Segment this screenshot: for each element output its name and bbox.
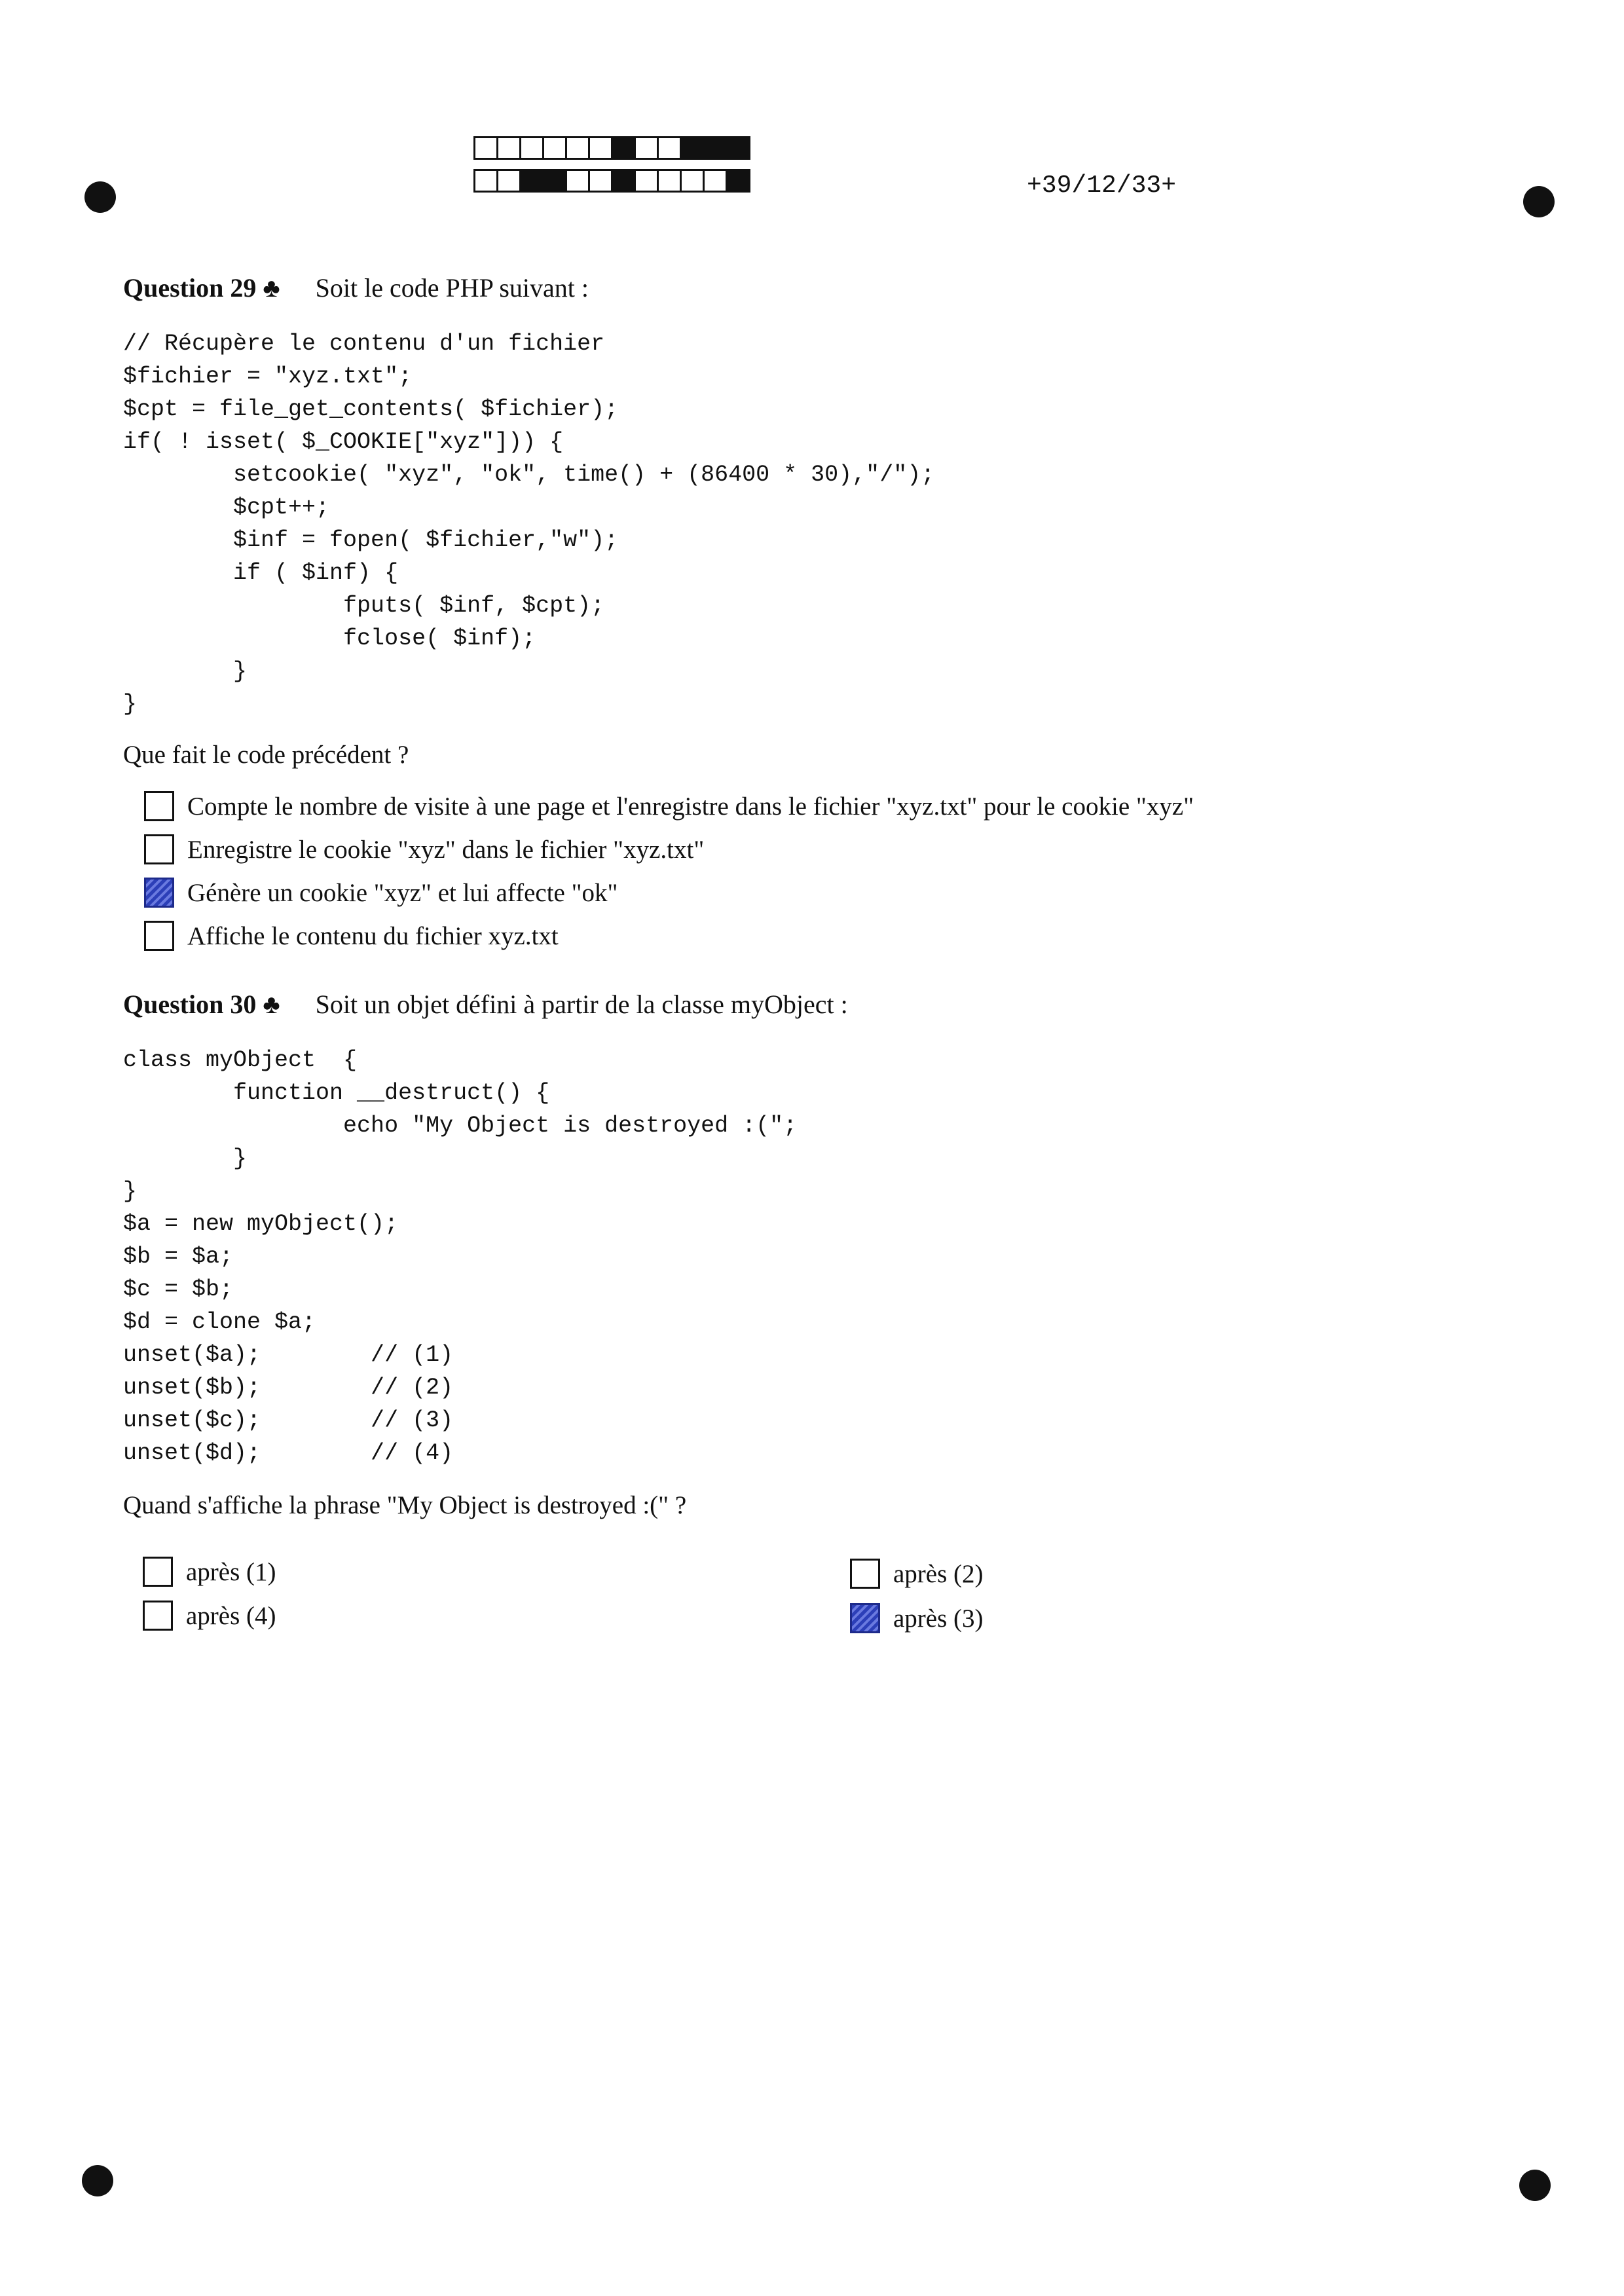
barcode-cell-empty [496, 169, 521, 193]
q30-option-1[interactable] [143, 1557, 276, 1587]
question-29-header [123, 272, 589, 303]
q29-option-1[interactable] [144, 791, 1194, 821]
barcode-cell-empty [565, 169, 590, 193]
checkbox[interactable] [143, 1601, 173, 1631]
option-label: Affiche le contenu du fichier xyz.txt [187, 921, 559, 950]
question-intro: Soit un objet défini à partir de la classe myObject : [315, 990, 848, 1019]
option-label: Compte le nombre de visite à une page et l'enregistre dans le fichier "xyz.txt" pour le cookie "xyz" [187, 792, 1194, 821]
barcode-row-2 [473, 169, 748, 193]
registration-mark-bottom-left [82, 2165, 113, 2196]
option-label: Génère un cookie "xyz" et lui affecte "ok" [187, 878, 618, 907]
barcode-cell-empty [657, 136, 682, 160]
barcode-row-1 [473, 136, 748, 160]
checkbox-checked[interactable] [850, 1603, 880, 1633]
q30-option-2[interactable] [850, 1559, 984, 1589]
option-label: Enregistre le cookie "xyz" dans le fichier "xyz.txt" [187, 835, 705, 864]
checkbox[interactable] [143, 1557, 173, 1587]
code-block-q29: // Récupère le contenu d'un fichier $fichier = "xyz.txt"; $cpt = file_get_contents( $fichier); if( ! isset( $_COOKIE["xyz"])) { setcookie( "xyz", "ok", time() + (86400 * 30),"/"); $cpt++; $inf = fopen( $fichier,"w"); if ( $inf) { fputs( $inf, $cpt); fclose( $inf); } } [123, 331, 935, 717]
barcode-cell-empty [703, 169, 728, 193]
barcode-cell-empty [519, 136, 544, 160]
club-icon: ♣ [263, 273, 280, 303]
barcode-cell-empty [473, 169, 498, 193]
question-intro: Soit le code PHP suivant : [315, 273, 589, 303]
barcode-cell-empty [588, 169, 613, 193]
barcode-cell-filled [726, 169, 750, 193]
barcode-cell-filled [680, 136, 705, 160]
q29-option-3[interactable] [144, 878, 618, 908]
barcode-cell-empty [657, 169, 682, 193]
q29-option-2[interactable] [144, 834, 704, 864]
barcode-cell-empty [565, 136, 590, 160]
option-label: après (4) [186, 1601, 276, 1630]
checkbox[interactable] [850, 1559, 880, 1589]
club-icon: ♣ [263, 990, 280, 1019]
checkbox[interactable] [144, 921, 174, 951]
registration-mark-top-left [84, 181, 116, 213]
checkbox[interactable] [144, 791, 174, 821]
question-30-header [123, 989, 848, 1020]
code-block-q30: class myObject { function __destruct() { echo "My Object is destroyed :("; } } $a = new myObject(); $b = $a; $c = $b; $d = clone $a; unset($a); // (1) unset($b); // (2) unset($c); // (3) unset($d); // (4) [123, 1047, 798, 1466]
question-number: Question 30 [123, 990, 257, 1019]
option-label: après (2) [893, 1559, 984, 1588]
question-number: Question 29 [123, 273, 257, 303]
q29-option-4[interactable] [144, 921, 559, 951]
barcode-cell-filled [611, 136, 636, 160]
barcode-cell-empty [634, 169, 659, 193]
q30-option-3[interactable] [143, 1601, 276, 1631]
barcode-cell-empty [473, 136, 498, 160]
option-label: après (1) [186, 1557, 276, 1586]
checkbox-checked[interactable] [144, 878, 174, 908]
option-label: après (3) [893, 1604, 984, 1633]
registration-mark-bottom-right [1519, 2170, 1551, 2201]
barcode-cell-filled [703, 136, 728, 160]
barcode-cell-empty [588, 136, 613, 160]
barcode-cell-empty [634, 136, 659, 160]
page-id: +39/12/33+ [1027, 172, 1177, 200]
barcode-cell-empty [542, 136, 567, 160]
q30-option-4[interactable] [850, 1603, 984, 1633]
question-29-prompt: Que fait le code précédent ? [123, 741, 409, 769]
registration-mark-top-right [1523, 186, 1555, 217]
checkbox[interactable] [144, 834, 174, 864]
question-30-prompt: Quand s'affiche la phrase "My Object is destroyed :(" ? [123, 1491, 687, 1519]
barcode-cell-filled [519, 169, 544, 193]
barcode-cell-filled [611, 169, 636, 193]
barcode-cell-filled [726, 136, 750, 160]
barcode-cell-empty [496, 136, 521, 160]
barcode-cell-filled [542, 169, 567, 193]
barcode-cell-empty [680, 169, 705, 193]
